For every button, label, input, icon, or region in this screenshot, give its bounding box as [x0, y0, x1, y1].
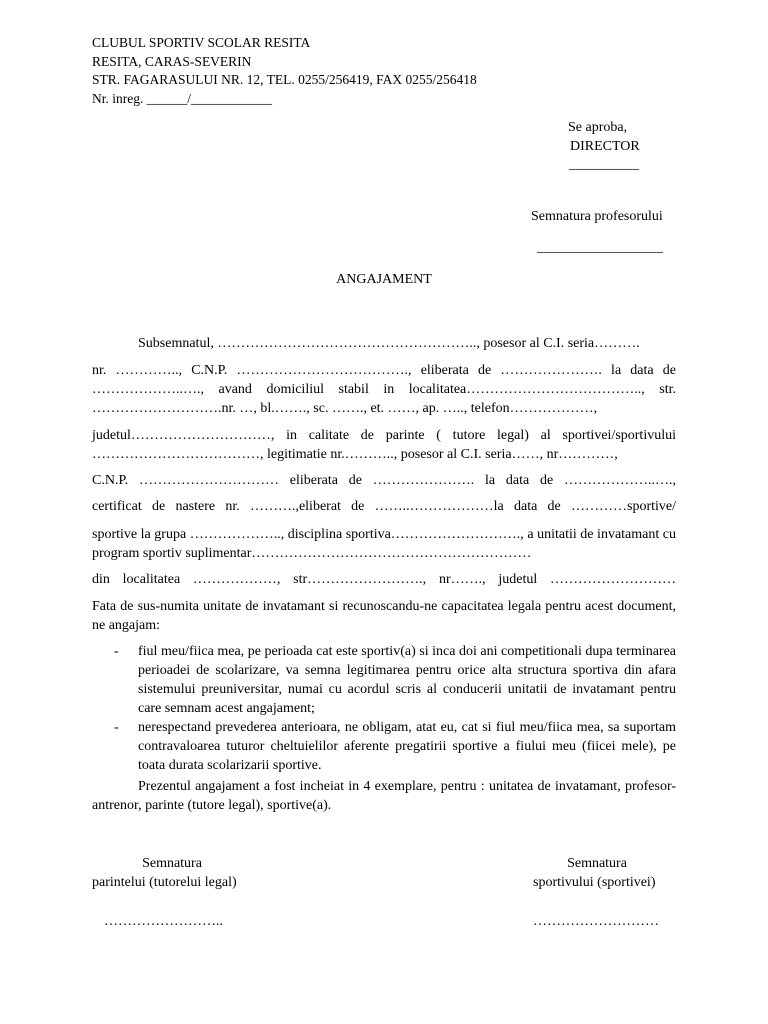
paragraph-cnp: C.N.P. ………………………… eliberata de …………………. la data de ………………..…., [92, 473, 676, 488]
parent-signature-label: Semnatura [142, 856, 202, 871]
list-item [92, 718, 676, 775]
paragraph-parent-role: judetul…………………………, in calitate de parinte ( tutore legal) al sportivei/sportivului ………………………………, legitimatie nr.……….., posesor al C.I. seria……, nr…………, [92, 428, 676, 462]
commitment-list [92, 642, 676, 775]
approval-label: Se aproba, [568, 120, 628, 135]
institution-header [92, 34, 477, 108]
paragraph-copies: Prezentul angajament a fost incheiat in 4 exemplare, pentru : unitatea de invatamant, profesor-antrenor, parinte (tutore legal), sportive(a). [92, 779, 676, 813]
parent-signature-sublabel: parintelui (tutorelui legal) [92, 875, 237, 890]
header-registration-number: Nr. inreg. ______/____________ [92, 90, 272, 106]
paragraph-id-address: nr. ………….., C.N.P. ………………………………., eliberata de …………………. la data de ………………..…., avand domiciliul stabil in localitatea……………………………….., str. ……………………….nr. …, bl.……., sc. ……., et. ……, ap. ….., telefon………………, [92, 363, 676, 416]
bullet-dash: - [114, 644, 119, 659]
teacher-signature-label: Semnatura profesorului [531, 209, 663, 224]
director-signature-line: __________ [569, 157, 639, 172]
paragraph-subsemnatul: Subsemnatul, ……………………………………………….., posesor al C.I. seria………. [138, 336, 640, 351]
list-item [92, 642, 676, 718]
paragraph-locality: din localitatea ………………, str……………………., nr……., judetul ……………………… [92, 572, 676, 587]
header-club-name: CLUBUL SPORTIV SCOLAR RESITA [92, 35, 311, 50]
header-city: RESITA, CARAS-SEVERIN [92, 53, 252, 69]
director-label: DIRECTOR [570, 139, 640, 154]
student-signature-line: ……………………… [533, 914, 659, 929]
parent-signature-line: …………………….. [104, 914, 223, 929]
bullet-dash: - [114, 720, 119, 735]
student-signature-sublabel: sportivului (sportivei) [533, 875, 656, 890]
paragraph-commitment-intro: Fata de sus-numita unitate de invatamant si recunoscandu-ne capacitatea legala pentru acest document, ne angajam: [92, 599, 676, 633]
paragraph-sport-group: sportive la grupa ……………….., disciplina sportiva………………………., a unitatii de invatamant cu program sportiv suplimentar…………………………………………………… [92, 527, 676, 561]
commitment-item-text: nerespectand prevederea anterioara, ne obligam, atat eu, cat si fiul meu/fiica mea, sa suportam contravaloarea tuturor cheltuielilor aferente pregatirii sportive a fiului meu (fiicei mele), pe toata durata scolarizarii sportive. [138, 720, 676, 773]
commitment-item-text: fiul meu/fiica mea, pe perioada cat este sportiv(a) si inca doi ani competitionali dupa terminarea perioadei de scolarizare, va semna legitimarea pentru orice alta structura sportiva din afara sistemului preuniversitar, numai cu acordul scris al conducerii unitatii de invatamant pentru care semnam acest angajament; [138, 644, 676, 716]
paragraph-birth-certificate: certificat de nastere nr. ……….,eliberat de ……..………………la data de …………sportive/ [92, 499, 676, 514]
document-title: ANGAJAMENT [336, 272, 432, 287]
header-address: STR. FAGARASULUI NR. 12, TEL. 0255/256419, FAX 0255/256418 [92, 72, 477, 87]
student-signature-label: Semnatura [567, 856, 627, 871]
teacher-signature-line: __________________ [537, 240, 663, 255]
